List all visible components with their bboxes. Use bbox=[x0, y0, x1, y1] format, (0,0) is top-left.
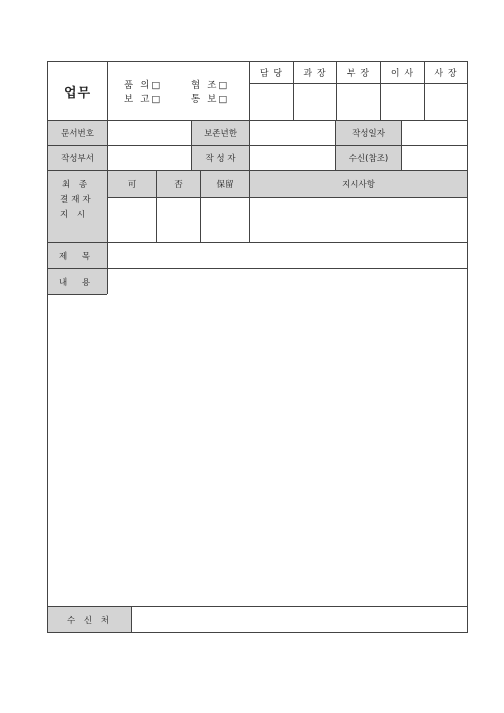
option-approval-request[interactable]: 품 의□ bbox=[124, 80, 163, 91]
approver-section-chief-label: 과 장 bbox=[303, 69, 327, 79]
approver-director-label: 이 사 bbox=[390, 69, 415, 79]
sign-box-section-chief[interactable] bbox=[294, 84, 336, 120]
subject-bottom-line bbox=[47, 268, 467, 269]
receiver-label: 수 신 처 bbox=[66, 615, 113, 626]
writer-field[interactable] bbox=[250, 146, 335, 170]
doc-number-field[interactable] bbox=[108, 121, 191, 145]
dept-field[interactable] bbox=[108, 146, 191, 170]
dept-label: 작성부서 bbox=[61, 154, 94, 164]
approver-president-label: 사 장 bbox=[434, 69, 458, 79]
approver-dept-head-label: 부 장 bbox=[346, 69, 371, 79]
frame-right bbox=[467, 61, 468, 633]
content-label-divider bbox=[107, 268, 108, 294]
instruction-header: 지시사항 bbox=[342, 180, 375, 190]
final-label-line-3: 지 시 bbox=[60, 210, 89, 220]
hold-header: 保留 bbox=[216, 180, 234, 190]
sign-box-president[interactable] bbox=[425, 84, 467, 120]
doc-number-label: 문서번호 bbox=[61, 129, 94, 139]
retention-label: 보존년한 bbox=[204, 129, 237, 139]
subject-field[interactable] bbox=[108, 243, 467, 268]
sign-box-staff[interactable] bbox=[250, 84, 293, 120]
writer-label: 작 성 자 bbox=[205, 154, 236, 164]
recipient-ref-label: 수신(참조) bbox=[348, 154, 389, 164]
recipient-ref-field[interactable] bbox=[402, 146, 467, 170]
content-area[interactable] bbox=[48, 295, 467, 606]
final-approver-label bbox=[48, 178, 107, 223]
sign-box-director[interactable] bbox=[381, 84, 424, 120]
sign-box-dept-head[interactable] bbox=[337, 84, 380, 120]
write-date-field[interactable] bbox=[402, 121, 467, 145]
write-date-label: 작성일자 bbox=[352, 129, 385, 139]
hold-box[interactable] bbox=[201, 198, 249, 242]
retention-field[interactable] bbox=[250, 121, 335, 145]
content-label: 내 용 bbox=[58, 277, 97, 288]
instruction-box[interactable] bbox=[250, 198, 467, 242]
option-notification[interactable]: 통 보□ bbox=[191, 94, 230, 105]
approve-header: 可 bbox=[127, 180, 137, 190]
final-label-line-1: 최 종 bbox=[62, 180, 91, 190]
header-divider-1 bbox=[107, 61, 108, 120]
frame-bottom bbox=[47, 632, 468, 633]
approver-staff-label: 담 당 bbox=[259, 69, 284, 79]
option-report[interactable]: 보 고□ bbox=[124, 94, 163, 105]
subject-label: 제 목 bbox=[58, 251, 97, 262]
approve-box[interactable] bbox=[108, 198, 156, 242]
option-cooperation[interactable]: 협 조□ bbox=[191, 80, 230, 91]
receiver-field[interactable] bbox=[132, 607, 467, 632]
reject-header: 否 bbox=[174, 180, 183, 190]
form-title: 업무 bbox=[63, 85, 92, 101]
final-label-line-2: 결재자 bbox=[60, 195, 94, 205]
reject-box[interactable] bbox=[157, 198, 200, 242]
